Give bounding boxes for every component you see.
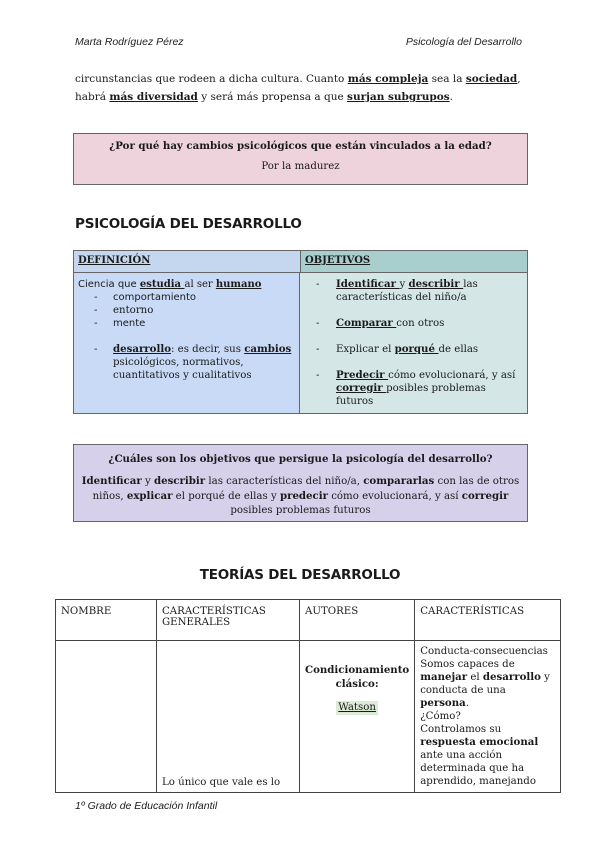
- obj-keyword: corregir: [336, 382, 387, 394]
- footer-course: 1º Grado de Educación Infantil: [75, 800, 218, 812]
- definition-cell: [74, 273, 300, 413]
- intro-paragraph: [75, 70, 535, 106]
- obj-text: Explicar el: [336, 344, 395, 355]
- obj-text: cómo evolucionará, y así: [388, 370, 516, 381]
- section-title-psychology: PSICOLOGÍA DEL DESARROLLO: [75, 216, 302, 232]
- col-header-authors: AUTORES: [300, 600, 415, 641]
- char-keyword: respuesta emocional: [420, 736, 539, 748]
- list-item: - Comparar con otros: [316, 317, 445, 329]
- answer-keyword: predecir: [279, 490, 328, 502]
- author-theory: Condicionamiento clásico:: [305, 664, 410, 690]
- box-answer: Por la madurez: [261, 161, 340, 172]
- objectives-header: [301, 251, 527, 272]
- header-author: Marta Rodríguez Pérez: [75, 36, 184, 48]
- table-header-row: [56, 600, 561, 641]
- intro-text: sea la: [428, 73, 466, 85]
- intro-keyword: más diversidad: [109, 91, 198, 103]
- list-item: - mente: [78, 317, 295, 330]
- box-answer: [74, 474, 527, 518]
- author-name-link[interactable]: Watson: [338, 702, 376, 713]
- char-line: ¿Cómo?: [420, 711, 461, 722]
- def-text: al ser: [184, 279, 216, 290]
- box-question: ¿Cuáles son los objetivos que persigue la psicología del desarrollo?: [108, 453, 493, 465]
- answer-keyword: Identificar: [81, 475, 142, 487]
- answer-text: y: [141, 476, 154, 487]
- intro-text: .: [449, 91, 454, 103]
- char-text: Somos capaces de: [420, 659, 515, 670]
- table-row: [56, 641, 561, 793]
- def-keyword: desarrollo: [113, 343, 172, 355]
- question-box-age: [73, 133, 528, 185]
- obj-text: y: [399, 279, 409, 290]
- col-header-characteristics: CARACTERÍSTICAS: [415, 600, 561, 641]
- col-header-name: NOMBRE: [56, 600, 157, 641]
- char-text: Controlamos su: [420, 724, 502, 735]
- char-keyword: manejar: [420, 671, 468, 683]
- list-item: - entorno: [78, 304, 295, 317]
- intro-text: ,: [517, 73, 521, 85]
- objectives-header-label: OBJETIVOS: [305, 255, 371, 266]
- char-keyword: desarrollo: [482, 671, 541, 683]
- char-keyword: persona: [420, 697, 466, 709]
- cell-name: [56, 641, 157, 793]
- box-question: ¿Por qué hay cambios psicológicos que están vinculados a la edad?: [109, 140, 492, 152]
- obj-text: posibles problemas futuros: [336, 383, 486, 407]
- char-line: Conducta-consecuencias: [420, 646, 548, 657]
- cell-characteristics: [415, 641, 561, 793]
- intro-text: habrá: [75, 91, 110, 103]
- list-item-text: entorno: [113, 305, 154, 316]
- answer-keyword: explicar: [126, 490, 173, 502]
- definition-header-label: DEFINICIÓN: [78, 255, 151, 266]
- char-line: [420, 658, 555, 710]
- objectives-cell: [300, 273, 527, 413]
- answer-keyword: corregir: [461, 490, 509, 502]
- intro-keyword: más compleja: [347, 73, 429, 85]
- def-keyword: humano: [215, 279, 262, 290]
- char-line: [420, 723, 555, 788]
- char-text: y conducta de una: [420, 672, 550, 696]
- list-item-text: mente: [113, 318, 146, 329]
- list-item-text: comportamiento: [113, 292, 197, 303]
- answer-text: con las de otros niños,: [92, 476, 520, 502]
- list-item: - desarrollo: es decir, sus cambios psicológicos, normativos, cuantitativos y cualitativos: [94, 343, 292, 381]
- def-text: Ciencia que: [78, 279, 140, 290]
- char-text: el: [467, 672, 483, 683]
- char-text: .: [465, 698, 469, 709]
- obj-text: con otros: [396, 318, 445, 329]
- section-title-theories: TEORÍAS DEL DESARROLLO: [199, 567, 401, 583]
- definition-table: [73, 250, 528, 414]
- col-header-general: CARACTERÍSTICAS GENERALES: [157, 600, 300, 641]
- answer-keyword: describir: [153, 475, 206, 487]
- intro-text: circunstancias que rodeen a dicha cultura. Cuanto: [75, 73, 348, 85]
- def-text: : es decir, sus: [171, 344, 245, 355]
- obj-keyword: Comparar: [336, 317, 397, 329]
- list-item: - comportamiento: [78, 291, 295, 304]
- def-keyword: estudia: [139, 279, 185, 290]
- obj-text: las características del niño/a: [336, 279, 478, 303]
- obj-keyword: Identificar: [336, 278, 400, 290]
- def-keyword: cambios: [244, 343, 292, 355]
- list-item: - Identificar y describir las características del niño/a: [316, 278, 478, 303]
- intro-keyword: sociedad: [465, 73, 518, 85]
- obj-keyword: Predecir: [336, 369, 389, 381]
- obj-keyword: describir: [408, 278, 464, 290]
- answer-text: posibles problemas futuros: [230, 505, 371, 516]
- list-item: - Explicar el porqué de ellas: [316, 343, 479, 355]
- def-text: psicológicos, normativos, cuantitativos y cualitativos: [113, 357, 252, 381]
- answer-keyword: compararlas: [363, 475, 435, 487]
- answer-text: cómo evolucionará, y así: [327, 491, 462, 502]
- header-subject: Psicología del Desarrollo: [405, 36, 522, 48]
- intro-text: y será más propensa a que: [197, 91, 348, 103]
- list-item: - Predecir cómo evolucionará, y así corregir posibles problemas futuros: [316, 369, 516, 407]
- cell-authors: [300, 641, 415, 793]
- obj-keyword: porqué: [394, 343, 439, 355]
- answer-text: el porqué de ellas y: [172, 491, 280, 502]
- theories-table: [55, 599, 561, 793]
- definition-header: [74, 251, 301, 272]
- intro-keyword: surjan subgrupos: [347, 91, 450, 103]
- question-box-objectives: [73, 444, 528, 522]
- obj-text: de ellas: [438, 344, 479, 355]
- answer-text: las características del niño/a,: [205, 476, 364, 487]
- char-text: ante una acción determinada que ha aprendido, manejando: [420, 750, 536, 787]
- cell-general: Lo único que vale es lo: [157, 641, 300, 793]
